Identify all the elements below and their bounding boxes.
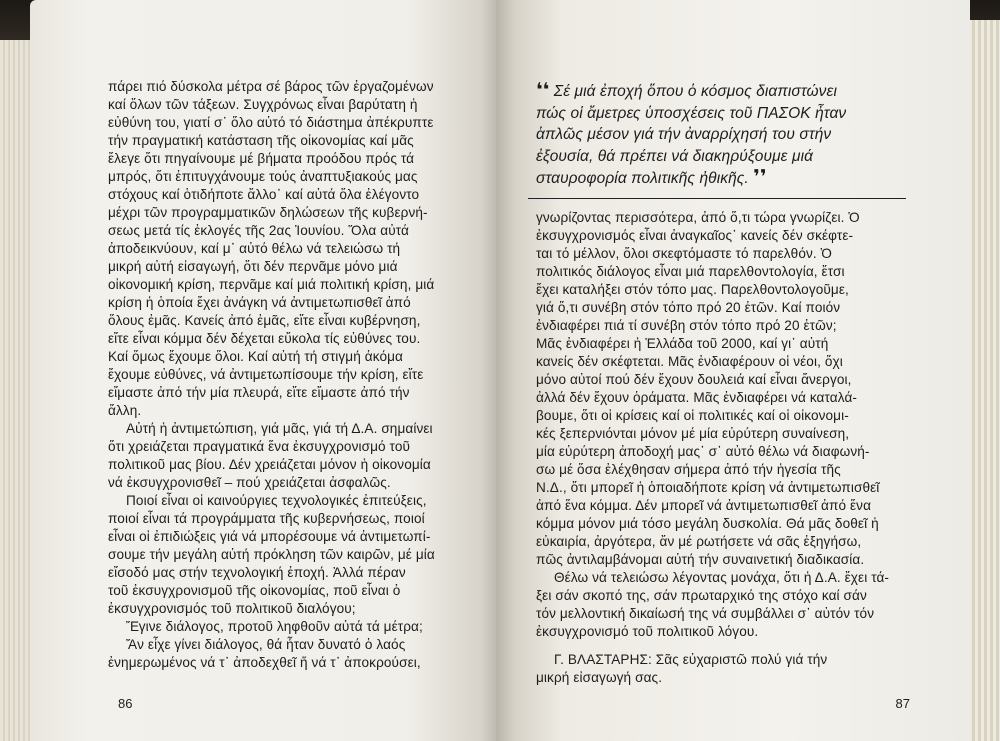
text-line: οἰκονομική κρίση, περνᾶμε καί μιά πολιτική κρίση, μιά [108,277,435,292]
text-line: εἶναι οἱ ἐπιδιώξεις γιά νά μπορέσουμε νά ἀντιμετωπί- [108,529,431,544]
text-line: ἄλλη. [108,403,142,418]
quote-line [536,146,920,168]
text-line: ἐνημερωμένος νά τ᾽ ἀποδεχθεῖ ἤ νά τ᾽ ἀποκρούσει, [108,655,421,670]
text-line: σεως μετά τίς ἐκλογές τῆς 2ας Ἰουνίου. Ὅλα αὐτά [108,223,409,238]
text-line: ἐκσυγχρονισμό τοῦ πολιτικοῦ λόγου. [536,623,759,639]
text-line: γνωρίζοντας περισσότερα, ἀπό ὅ,τι τώρα γνωρίζει. Ὁ [536,209,860,225]
text-line: πῶς ἀντιλαμβάνομαι αὐτή τήν συναινετική διαδικασία. [536,551,865,567]
text-line: ἐνδιαφέρει πιά τί συνέβη στόν τόπο πρό 20 ἐτῶν; [536,317,837,333]
text-line: Ν.Δ., ὅτι μπορεῖ ἡ ὁποιαδήποτε κρίση νά ἀντιμετωπισθεῖ [536,479,880,495]
text-line: εὐθύνη του, γιατί σ᾽ ὅλο αὐτό τό διάστημα ἀπέκρυπτε [108,115,434,130]
text-line: ἔχουμε εὐθύνες, νά ἀντιμετωπίσουμε τήν κρίση, εἴτε [108,367,424,382]
text-line: εἴσοδό μας στήν τεχνολογική ἐποχή. Ἀλλά πέραν [108,565,406,580]
text-line: τόν μελλοντική δικαίωσή της νά συμβάλλει σ᾽ αὐτόν τόν [536,605,875,621]
text-line: εἴμαστε ἀπό τήν μία πλευρά, εἴτε εἴμαστε ἀπό τήν [108,385,410,400]
open-quote-mark: ❛❛ [536,80,550,101]
text-line: ποιοί εἶναι τά προγράμματα τῆς κυβερνήσεως, ποιοί [108,511,425,526]
text-line: βουμε, ὅτι οἱ κρίσεις καί οἱ πολιτικές καί οἱ οἰκονομι- [536,407,849,423]
text-line: ἀπό ἕνα κόμμα. Δέν μπορεῖ νά ἀντιμετωπισθεῖ ἀπό ἕνα [536,497,872,513]
text-line: στόχους καί ὁτιδήποτε ἄλλο᾽ καί αὐτά ὅλα ἐλέγοντο [108,187,420,202]
text-line: εὐκαιρία, ἀργότερα, ἄν μέ ρωτήσετε νά σᾶς ἐξηγήσω, [536,533,862,549]
text-line: γιά ὅ,τι συνέβη στόν τόπο πρό 20 ἐτῶν. Καί ποιόν [536,299,841,315]
text-line: σω μέ ὅσα ἐλέχθησαν σήμερα ἀπό τήν ἡγεσία τῆς [536,461,841,477]
quote-line [536,80,920,103]
text-line: κανείς δέν σκέφτεται. Μᾶς ἐνδιαφέρουν οἱ νέοι, ὄχι [536,353,843,369]
text-line: μικρή εἰσαγωγή σας. [536,669,663,685]
text-line: ἀλλά δέν ἔχουν ὁράματα. Μᾶς ἐνδιαφέρει νά καταλά- [536,389,858,405]
text-line: ὅλους ἐμᾶς. Κανείς ἀπό ἐμᾶς, εἴτε εἶναι κυβέρνηση, [108,313,421,328]
text-line: Καί ὅμως ἔχουμε ὅλοι. Καί αὐτή τή στιγμή ἀκόμα [108,349,404,364]
text-line: μπρός, ὅτι ἐπιτυγχάνουμε τούς ἀναπτυξιακούς μας [108,169,418,184]
text-line: τήν πραγματική κατάσταση τῆς οἰκονομίας καί μᾶς [108,133,414,148]
right-page-stack [966,20,1000,741]
text-line: πολιτικός διάλογος εἶναι μιά παρελθοντολογία, ἔτσι [536,263,845,279]
text-line: κρίση ἡ ὁποία ἔχει ἀνάγκη νά ἀντιμετωπισθεῖ ἀπό [108,295,411,310]
text-line: Ποιοί εἶναι οἱ καινούργιες τεχνολογικές ἐπιτεύξεις, [126,493,427,508]
left-page-number: 86 [118,696,133,711]
text-line: πάρει πιό δύσκολα μέτρα σέ βάρος τῶν ἐργαζομένων [108,79,434,94]
text-line: σουμε τήν μεγάλη αὐτή πρόκληση τῶν καιρῶν, μέ μία [108,547,435,562]
text-line: Ἄν εἶχε γίνει διάλογος, θά ἦταν δυνατό ὁ λαός [126,637,406,652]
text-line: ὅτι χρειάζεται πραγματικά ἕνα ἐκσυγχρονισμό τοῦ [108,439,411,454]
left-page-body [108,78,470,672]
quote-line-text: ἁπλῶς μέσον γιά τήν ἀναρρίχησή του στήν [536,126,832,143]
text-line: μόνο αὐτοί πού δέν ἔχουν δουλειά καί εἶναι ἄνεργοι, [536,371,852,387]
right-page [496,0,970,741]
text-line: μία εὐρύτερη ἀποδοχή μας᾽ σ᾽ αὐτό θέλω νά διαφωνή- [536,443,870,459]
text-line: κές ξεπερνιόνται μόνον μέ μία εὐρύτερη συναίνεση, [536,425,850,441]
text-line: νά ἐκσυγχρονισθεῖ – πού χρειάζεται ἀσφαλῶς. [108,475,391,490]
text-line: Αὐτή ἡ ἀντιμετώπιση, γιά μᾶς, γιά τή Δ.Α. σημαίνει [126,421,433,436]
left-page [30,0,500,741]
quote-line [536,167,920,190]
quote-line-text: πώς οἱ ἄμετρες ὑποσχέσεις τοῦ ΠΑΣΟΚ ἦταν [536,104,847,122]
quote-line [536,103,920,125]
quote-line-text: Σέ μιά ἐποχή ὅπου ὁ κόσμος διαπιστώνει [553,83,837,100]
text-line: ἐκσυγχρονισμός εἶναι ἀναγκαῖος᾽ κανείς δέν σκέφτε- [536,227,854,243]
quote-line-text: ἐξουσία, θά πρέπει νά διακηρύξουμε μιά [536,147,814,165]
interviewer-reply [536,651,920,687]
text-line: εἴτε εἶναι κόμμα δέν δέχεται εὔκολα τίς εὐθύνες του. [108,331,421,346]
text-line: τοῦ ἐκσυγχρονισμοῦ τῆς οἰκονομίας, ποῦ εἶναι ὁ [108,583,401,598]
right-page-number: 87 [895,696,910,711]
pull-quote [536,80,920,190]
quote-divider [528,198,906,199]
text-line: ἔλεγε ὅτι πηγαίνουμε μέ βήματα προόδου πρός τά [108,151,415,166]
text-line: ται τό μέλλον, ὅλοι σκεφτόμαστε τό παρελθόν. Ὁ [536,245,832,261]
quote-line-text: σταυροφορία πολιτικῆς ἠθικῆς. [536,170,749,187]
text-line: ἔχει καταλήξει στόν τόπο μας. Παρελθοντολογοῦμε, [536,281,849,297]
right-page-body [536,209,920,641]
pull-quote-text [536,80,920,190]
quote-line [536,124,920,146]
text-line: Ἔγινε διάλογος, προτοῦ ληφθοῦν αὐτά τά μέτρα; [126,619,423,634]
text-line: μικρή αὐτή εἰσαγωγή, ὅτι δέν περνᾶμε μόνο μιά [108,259,398,274]
text-line: ἐκσυγχρονισμός τοῦ πολιτικοῦ διαλόγου; [108,601,356,616]
text-line: καί ὅλων τῶν τάξεων. Συγχρόνως εἶναι βαρύτατη ἡ [108,97,418,112]
text-line: πολιτικοῦ μας βίου. Δέν χρειάζεται μόνον ἡ οἰκονομία [108,457,431,472]
text-line: ξει σάν σκοπό της, σάν πρωταρχικό της στόχο καί σάν [536,587,867,603]
close-quote-mark: ❜❜ [753,167,767,188]
text-line: Μᾶς ἐνδιαφέρει ἡ Ἑλλάδα τοῦ 2000, καί γι᾽ αὐτή [536,335,829,351]
text-line: Θέλω νά τελειώσω λέγοντας μονάχα, ὅτι ἡ Δ.Α. ἔχει τά- [554,569,890,585]
text-line: κόμμα μόνον μιά τόσο μεγάλη δυσκολία. Θά μᾶς δοθεῖ ἡ [536,515,879,531]
text-line: ἀποδεικνύουν, καί μ᾽ αὐτό θέλω νά τελειώσω τή [108,241,401,256]
text-line: μέχρι τῶν προγραμματικῶν δηλώσεων τῆς κυβερνή- [108,205,428,220]
text-line: Γ. ΒΛΑΣΤΑΡΗΣ: Σᾶς εὐχαριστῶ πολύ γιά τήν [554,651,828,667]
